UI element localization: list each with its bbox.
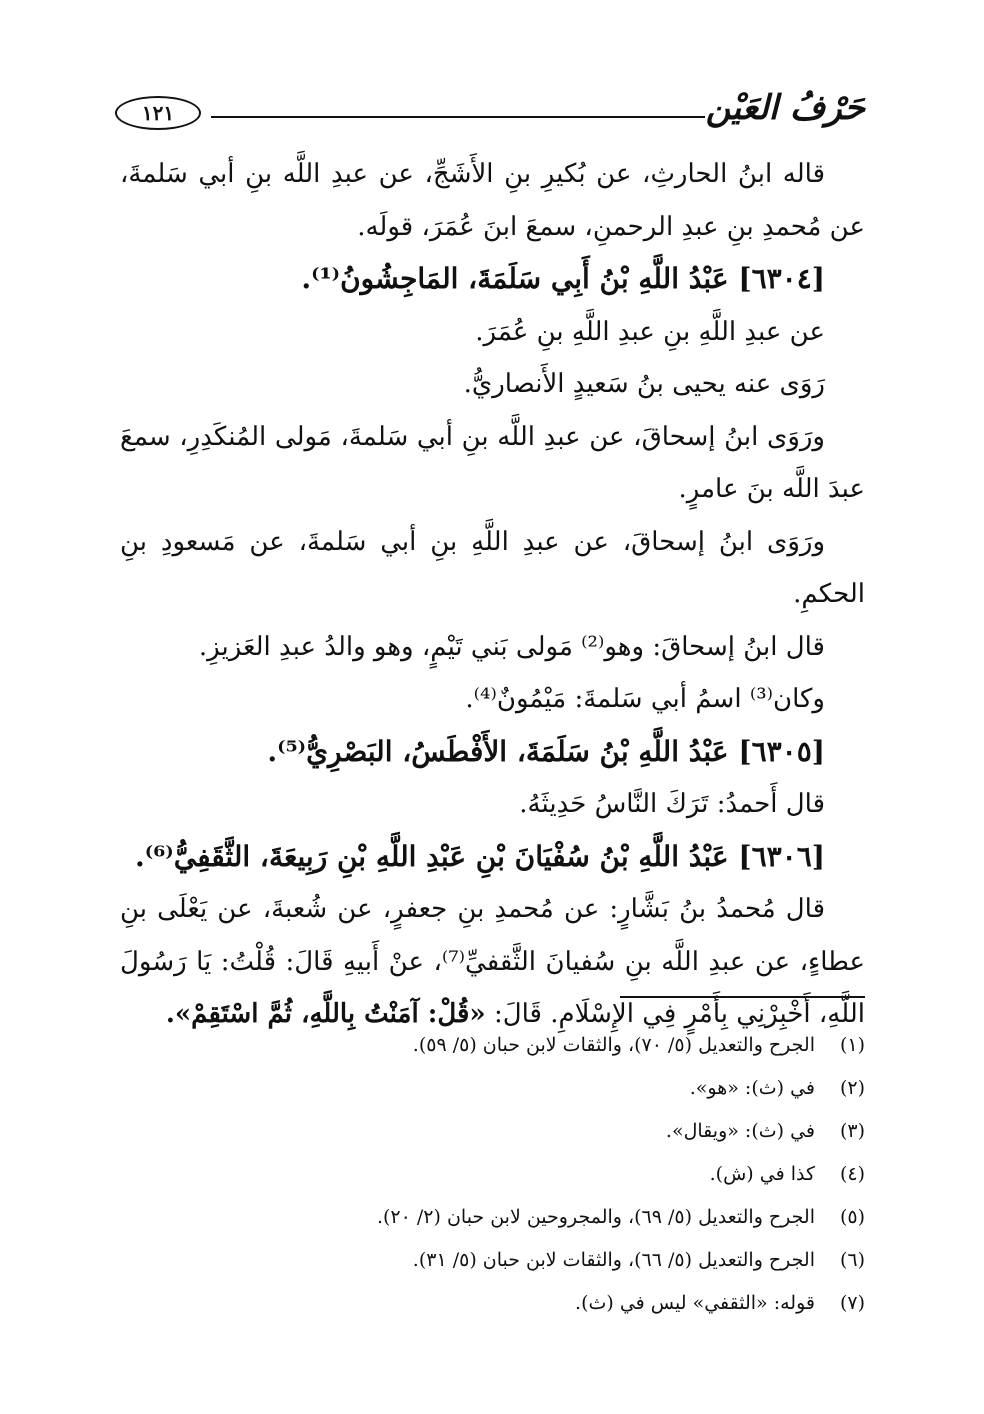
footnote-number: (٢) [839, 1077, 865, 1099]
paragraph-text: قال مُحمدُ بنُ بَشَّارٍ: عن مُحمدِ بنِ جعفرٍ، عن شُعبةَ، عن يَعْلَى بنِ عطاءٍ، عن عبدِ اللَّه بنِ سُفيانَ الثَّقفيِّ⁽⁷⁾، عنْ أَبيهِ قَالَ: قُلْتُ: يَا رَسُولَ اللَّهِ، أَخْبِرْنِي بِأَمْرٍ فِي الإِسْلَامِ. قَالَ: [120, 894, 865, 1029]
footnote-number: (٦) [839, 1249, 865, 1271]
footnote-text: الجرح والتعديل (٥/ ٧٠)، والثقات لابن حبان (٥/ ٥٩). [412, 1034, 815, 1056]
paragraph: عن عبدِ اللَّهِ بنِ عبدِ اللَّهِ بنِ عُمَرَ. [475, 316, 825, 347]
footnote [200, 1024, 865, 1067]
chapter-title: حَرْفُ العَيْن [705, 88, 865, 128]
footnote-number: (٥) [839, 1206, 865, 1228]
footnote-text: كذا في (ش). [709, 1163, 815, 1185]
paragraph [120, 883, 865, 1041]
paragraph: ورَوَى ابنُ إسحاقَ، عن عبدِ اللَّهِ بنِ أبي سَلمةَ، عن مَسعودِ بنِ الحكمِ. [120, 526, 865, 609]
footnote [200, 1196, 865, 1239]
footnote-number: (١) [839, 1034, 865, 1056]
footnote-text: الجرح والتعديل (٥/ ٦٩)، والمجروحين لابن حبان (٢/ ٢٠). [376, 1206, 815, 1228]
main-text [120, 148, 865, 1041]
paragraph: قاله ابنُ الحارثِ، عن بُكيرِ بنِ الأَشَجِّ، عن عبدِ اللَّه بنِ أبي سَلمةَ، عن مُحمدِ بنِ عبدِ الرحمنِ، سمعَ ابنَ عُمَرَ، قولَه. [120, 159, 865, 242]
paragraph: قال أَحمدُ: تَرَكَ النَّاسُ حَدِيثَهُ. [519, 789, 825, 819]
page-number [115, 96, 201, 130]
footnote-text: قوله: «الثقفي» ليس في (ث). [575, 1292, 815, 1314]
footnote-separator [620, 996, 865, 998]
header-rule [211, 116, 705, 118]
footnotes [200, 1024, 865, 1325]
entry-heading: [٦٣٠٦] عَبْدُ اللَّهِ بْنُ سُفْيَانَ بْنِ عَبْدِ اللَّهِ بْنِ رَبِيعَةَ، الثَّقَفِيُّ⁽⁶⁾. [135, 839, 825, 873]
entry-heading: [٦٣٠٤] عَبْدُ اللَّهِ بْنُ أَبِي سَلَمَةَ، المَاجِشُونُ⁽¹⁾. [301, 262, 825, 295]
footnote [200, 1153, 865, 1196]
page-number-text: ١٢١ [141, 101, 175, 125]
page-header [115, 88, 865, 138]
footnote [200, 1239, 865, 1282]
paragraph: قال ابنُ إسحاقَ: وهو⁽²⁾ مَولى بَني تَيْمٍ، وهو والدُ عبدِ العَزيزِ. [198, 631, 825, 662]
footnote-number: (٤) [839, 1163, 865, 1185]
footnote [200, 1110, 865, 1153]
footnote-number: (٧) [839, 1292, 865, 1314]
paragraph: ورَوَى ابنُ إسحاقَ، عن عبدِ اللَّه بنِ أبي سَلمةَ، مَولى المُنكَدِرِ، سمعَ عبدَ اللَّه بنَ عامرٍ. [120, 421, 865, 504]
hadith-quote: «قُلْ: آمَنْتُ بِاللَّهِ، ثُمَّ اسْتَقِمْ». [165, 999, 486, 1029]
entry-heading: [٦٣٠٥] عَبْدُ اللَّهِ بْنُ سَلَمَةَ، الأَفْطَسُ، البَصْرِيُّ⁽⁵⁾. [267, 734, 825, 768]
footnote-text: الجرح والتعديل (٥/ ٦٦)، والثقات لابن حبان (٥/ ٣١). [412, 1249, 815, 1271]
footnote [200, 1067, 865, 1110]
footnote [200, 1282, 865, 1325]
paragraph: وكان⁽³⁾ اسمُ أبي سَلمةَ: مَيْمُونٌ⁽⁴⁾. [465, 684, 825, 714]
footnote-text: في (ث): «هو». [689, 1077, 815, 1099]
footnote-text: في (ث): «ويقال». [665, 1120, 815, 1142]
paragraph: رَوَى عنه يحيى بنُ سَعيدٍ الأَنصاريُّ. [463, 369, 825, 399]
footnote-number: (٣) [839, 1120, 865, 1142]
